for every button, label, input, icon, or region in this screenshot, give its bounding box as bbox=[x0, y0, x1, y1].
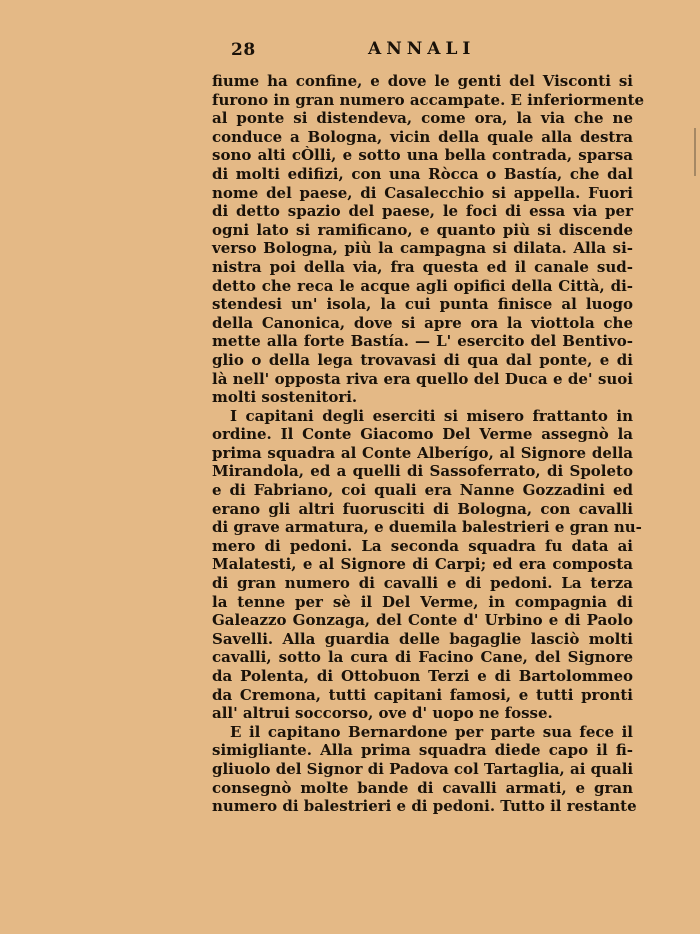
text-line: conduce a Bologna, vicin della quale alla destra bbox=[212, 127, 633, 146]
text-line: nistra poi della via, fra questa ed il canale sud- bbox=[212, 257, 633, 276]
text-line: da Cremona, tutti capitani famosi, e tutti pronti bbox=[212, 685, 633, 704]
text-line: di molti edifizi, con una Ròcca o Bastía, che dal bbox=[212, 164, 633, 183]
text-line: verso Bologna, più la campagna si dilata. Alla si- bbox=[212, 239, 633, 258]
text-line: ogni lato si ramificano, e quanto più si discende bbox=[212, 220, 633, 239]
text-line: furono in gran numero accampate. E inferiormente bbox=[212, 90, 645, 109]
margin-mark bbox=[694, 128, 696, 176]
text-line: consegnò molte bande di cavalli armati, e gran bbox=[212, 778, 633, 797]
text-line: Mirandola, ed a quelli di Sassoferrato, di Spoleto bbox=[212, 462, 633, 481]
text-line: molti sostenitori. bbox=[212, 388, 358, 407]
page-number: 28 bbox=[231, 40, 256, 60]
text-line: la tenne per sè il Del Verme, in compagnia di bbox=[212, 592, 633, 611]
text-line: numero di balestrieri e di pedoni. Tutto il restante bbox=[212, 797, 637, 816]
text-line: sono alti cÒlli, e sotto una bella contrada, sparsa bbox=[212, 146, 633, 165]
text-line: là nell' opposta riva era quello del Duca e de' suoi bbox=[212, 369, 633, 388]
text-line: nome del paese, di Casalecchio si appella. Fuori bbox=[212, 183, 633, 202]
text-line: della Canonica, dove si apre ora la viottola che bbox=[212, 313, 633, 332]
text-line: simigliante. Alla prima squadra diede capo il fi- bbox=[212, 741, 633, 760]
text-line: Savelli. Alla guardia delle bagaglie lasciò molti bbox=[212, 629, 633, 648]
text-line: glio o della lega trovavasi di qua dal ponte, e di bbox=[212, 350, 633, 369]
text-line: e di Fabriano, coi quali era Nanne Gozzadini ed bbox=[212, 481, 633, 500]
text-line: ordine. Il Conte Giacomo Del Verme assegnò la bbox=[212, 425, 633, 444]
text-line: cavalli, sotto la cura di Facino Cane, del Signore bbox=[212, 648, 633, 667]
text-line: all' altrui soccorso, ove d' uopo ne fosse. bbox=[212, 704, 553, 723]
text-line: prima squadra al Conte Alberígo, al Signore della bbox=[212, 443, 633, 462]
text-line: di gran numero di cavalli e di pedoni. La terza bbox=[212, 574, 633, 593]
running-title: ANNALI bbox=[368, 39, 476, 59]
text-line: da Polenta, di Ottobuon Terzi e di Bartolommeo bbox=[212, 667, 633, 685]
text-line: detto che reca le acque agli opifici della Città, di- bbox=[212, 276, 633, 295]
text-line: al ponte si distendeva, come ora, la via che ne bbox=[212, 109, 633, 128]
text-line: mero di pedoni. La seconda squadra fu data ai bbox=[212, 536, 633, 555]
text-line: E il capitano Bernardone per parte sua fece il bbox=[230, 722, 633, 741]
body-text bbox=[212, 72, 645, 816]
text-line: stendesi un' isola, la cui punta finisce al luogo bbox=[212, 295, 633, 314]
text-line: I capitani degli eserciti si misero frattanto in bbox=[230, 406, 633, 425]
text-line: di detto spazio del paese, le foci di essa via per bbox=[212, 202, 633, 221]
text-line: mette alla forte Bastía. — L' esercito del Bentivo- bbox=[212, 332, 633, 351]
text-line: erano gli altri fuorusciti di Bologna, con cavalli bbox=[212, 499, 633, 518]
text-line: gliuolo del Signor di Padova col Tartaglia, ai quali bbox=[212, 759, 634, 778]
text-line: di grave armatura, e duemila balestrieri e gran nu- bbox=[212, 518, 642, 537]
text-line: fiume ha confine, e dove le genti del Visconti si bbox=[212, 72, 633, 90]
text-line: Malatesti, e al Signore di Carpi; ed era composta bbox=[212, 555, 633, 574]
text-line: Galeazzo Gonzaga, del Conte d' Urbino e di Paolo bbox=[212, 611, 633, 630]
